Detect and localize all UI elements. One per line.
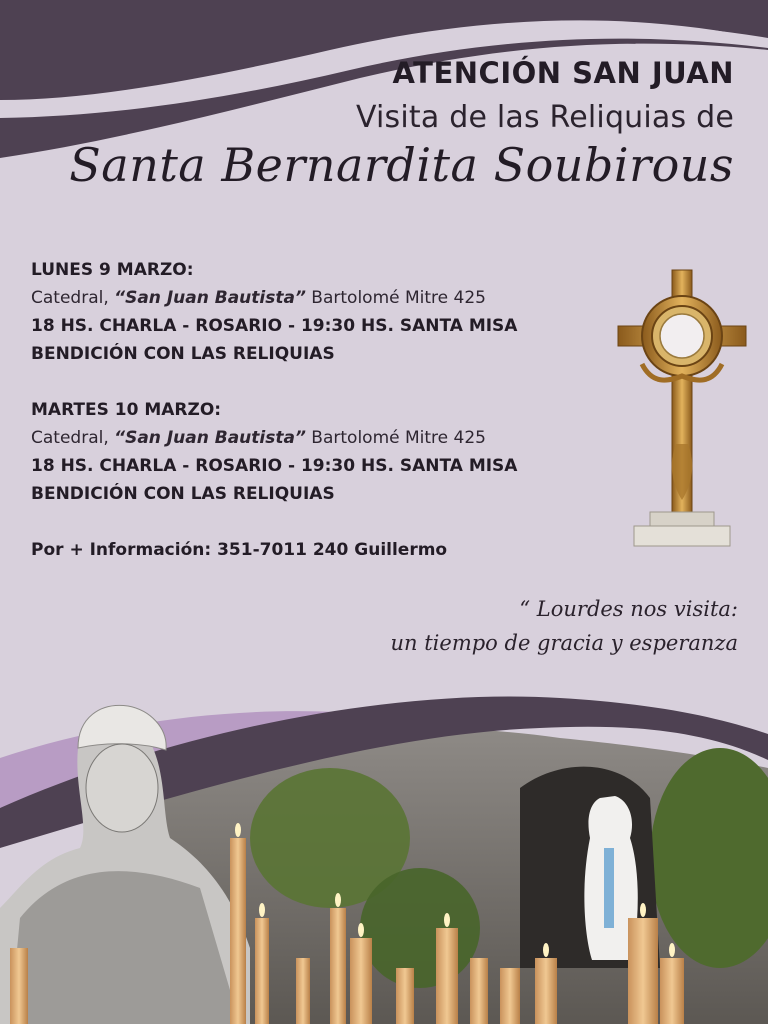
event-place: [31, 424, 591, 452]
event-blessing: BENDICIÓN CON LAS RELIQUIAS: [31, 344, 335, 364]
place-prefix: Catedral,: [31, 428, 115, 448]
event-schedule: 18 HS. CHARLA - ROSARIO - 19:30 HS. SANTA MISA: [31, 456, 518, 476]
header-saint-name: Santa Bernardita Soubirous: [69, 138, 734, 192]
event-day: MARTES 10 MARZO:: [31, 400, 222, 420]
header-subtitle: Visita de las Reliquias de: [355, 100, 734, 135]
event-tuesday: [31, 396, 591, 508]
contact-info: Por + Información: 351-7011 240 Guillermo: [31, 540, 448, 560]
event-address: Bartolomé Mitre 425: [305, 288, 486, 308]
quote-line-2: un tiempo de gracia y esperanza: [390, 631, 738, 655]
grotto-candles-photo: [0, 688, 768, 1024]
event-blessing: BENDICIÓN CON LAS RELIQUIAS: [31, 484, 335, 504]
event-schedule: 18 HS. CHARLA - ROSARIO - 19:30 HS. SANTA MISA: [31, 316, 518, 336]
place-prefix: Catedral,: [31, 288, 115, 308]
church-name: “San Juan Bautista”: [114, 288, 306, 308]
header-title: ATENCIÓN SAN JUAN: [392, 56, 734, 90]
event-monday: [31, 256, 591, 368]
church-name: “San Juan Bautista”: [114, 428, 306, 448]
event-place: [31, 284, 591, 312]
event-address: Bartolomé Mitre 425: [305, 428, 486, 448]
quote-line-1: “ Lourdes nos visita:: [519, 597, 738, 621]
quote: [391, 592, 738, 660]
reliquary-cross-image: [612, 264, 752, 554]
event-day: LUNES 9 MARZO:: [31, 260, 194, 280]
